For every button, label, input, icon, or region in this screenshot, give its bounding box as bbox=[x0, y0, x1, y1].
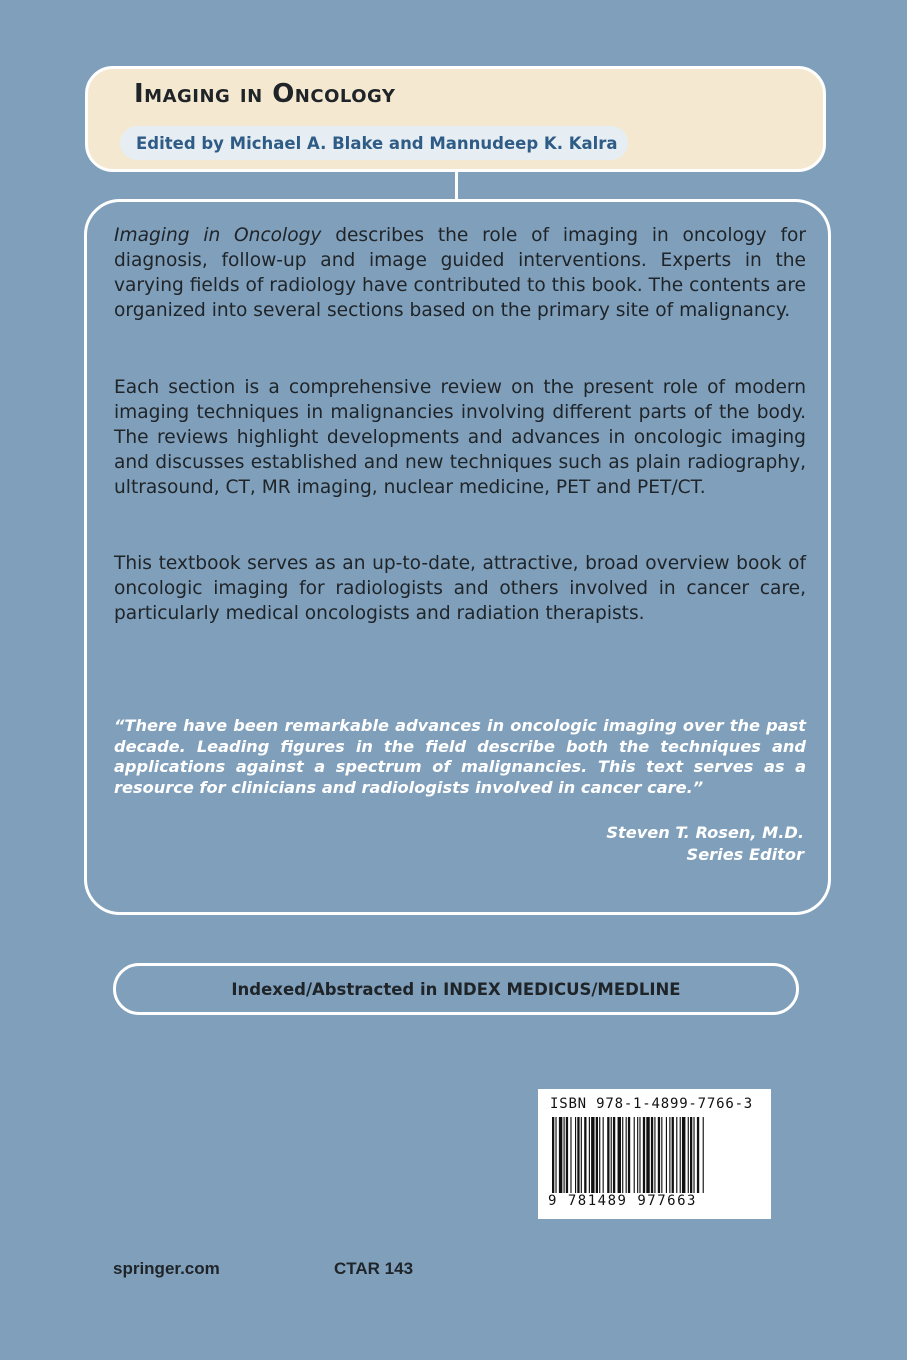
barcode-bar bbox=[690, 1117, 692, 1193]
barcode-bar bbox=[680, 1117, 681, 1193]
series-code: CTAR 143 bbox=[334, 1259, 414, 1278]
barcode-bar bbox=[658, 1117, 660, 1193]
description-box bbox=[84, 199, 831, 915]
isbn-label: ISBN 978-1-4899-7766-3 bbox=[550, 1096, 754, 1112]
barcode-bar bbox=[682, 1117, 685, 1193]
barcode-bar bbox=[651, 1117, 653, 1193]
publisher-website: springer.com bbox=[113, 1259, 220, 1278]
barcode-bar bbox=[622, 1117, 623, 1193]
barcode-bar bbox=[564, 1117, 565, 1193]
barcode-bar bbox=[596, 1117, 598, 1193]
connector-line bbox=[455, 172, 458, 200]
barcode-bar bbox=[570, 1117, 571, 1193]
barcode-bar bbox=[575, 1117, 576, 1193]
barcode-bar bbox=[566, 1117, 568, 1193]
barcode-bar bbox=[589, 1117, 590, 1193]
barcode-bar bbox=[646, 1117, 649, 1193]
book-title-inline: Imaging in Oncology bbox=[114, 225, 322, 246]
barcode-bar bbox=[669, 1117, 670, 1193]
barcode-bar bbox=[607, 1117, 609, 1193]
barcode-bar bbox=[559, 1117, 562, 1193]
barcode-bar bbox=[628, 1117, 630, 1193]
barcode-bar bbox=[613, 1117, 615, 1193]
barcode-bar bbox=[626, 1117, 627, 1193]
barcode-bar bbox=[639, 1117, 640, 1193]
barcode-bar bbox=[584, 1117, 586, 1193]
quote-author-role: Series Editor bbox=[686, 845, 804, 864]
description-paragraph-2: Each section is a comprehensive review on the present role of modern imaging techniques in malignancies involving different parts of the body. The reviews highlight developments and advances in oncologic imaging and discusses established and new techniques such as plain radiography, ultrasound, CT, MR imaging, nuclear medicine, PET and PET/CT. bbox=[114, 377, 806, 498]
index-note: Indexed/Abstracted in INDEX MEDICUS/MEDLINE bbox=[231, 979, 681, 999]
barcode-digits: 9 781489 977663 bbox=[548, 1193, 697, 1209]
barcode-bar bbox=[643, 1117, 645, 1193]
barcode-bar bbox=[666, 1117, 667, 1193]
barcode-bar bbox=[634, 1117, 635, 1193]
barcode-bar bbox=[661, 1117, 662, 1193]
barcode-bar bbox=[672, 1117, 674, 1193]
title-box bbox=[85, 66, 826, 172]
barcode-bar bbox=[591, 1117, 594, 1193]
editors-line: Edited by Michael A. Blake and Mannudeep K. Kalra bbox=[120, 126, 628, 160]
barcode-bar bbox=[599, 1117, 600, 1193]
barcode-bar bbox=[688, 1117, 689, 1193]
barcode-bar bbox=[637, 1117, 638, 1193]
barcode-bar bbox=[603, 1117, 604, 1193]
barcode-bar bbox=[693, 1117, 694, 1193]
quote-author-name: Steven T. Rosen, M.D. bbox=[606, 823, 804, 842]
description-paragraph-1 bbox=[114, 223, 806, 323]
barcode-bar bbox=[654, 1117, 655, 1193]
barcode-bar bbox=[618, 1117, 621, 1193]
barcode-bar bbox=[697, 1117, 699, 1193]
description-paragraph-1-text: describes the role of imaging in oncology for diagnosis, follow-up and image guided interventions. Experts in the varying fields of radiology have contributed to this book. The contents are organized into several sections based on the primary site of malignancy. bbox=[114, 225, 807, 321]
description-paragraph-3: This textbook serves as an up-to-date, attractive, broad overview book of oncologic imaging for radiologists and others involved in cancer care, particularly medical oncologists and radiation therapists. bbox=[114, 553, 806, 624]
barcode-bar bbox=[676, 1117, 677, 1193]
barcode-bar bbox=[581, 1117, 582, 1193]
barcode-box bbox=[538, 1089, 771, 1219]
barcode-bar bbox=[611, 1117, 612, 1193]
barcode-bar bbox=[577, 1117, 579, 1193]
barcode-bars bbox=[550, 1117, 760, 1195]
index-box bbox=[113, 963, 799, 1015]
book-title: Imaging in Oncology bbox=[134, 79, 396, 109]
barcode-bar bbox=[555, 1117, 556, 1193]
barcode-bar bbox=[552, 1117, 554, 1193]
quote-attribution bbox=[606, 822, 804, 866]
endorsement-quote: “There have been remarkable advances in oncologic imaging over the past decade. Leading figures in the field describe both the techniques and applications against a spectrum of malignancies. This text serves as a resource for clinicians and radiologists involved in cancer care.” bbox=[114, 716, 806, 797]
barcode-bar bbox=[703, 1117, 704, 1193]
